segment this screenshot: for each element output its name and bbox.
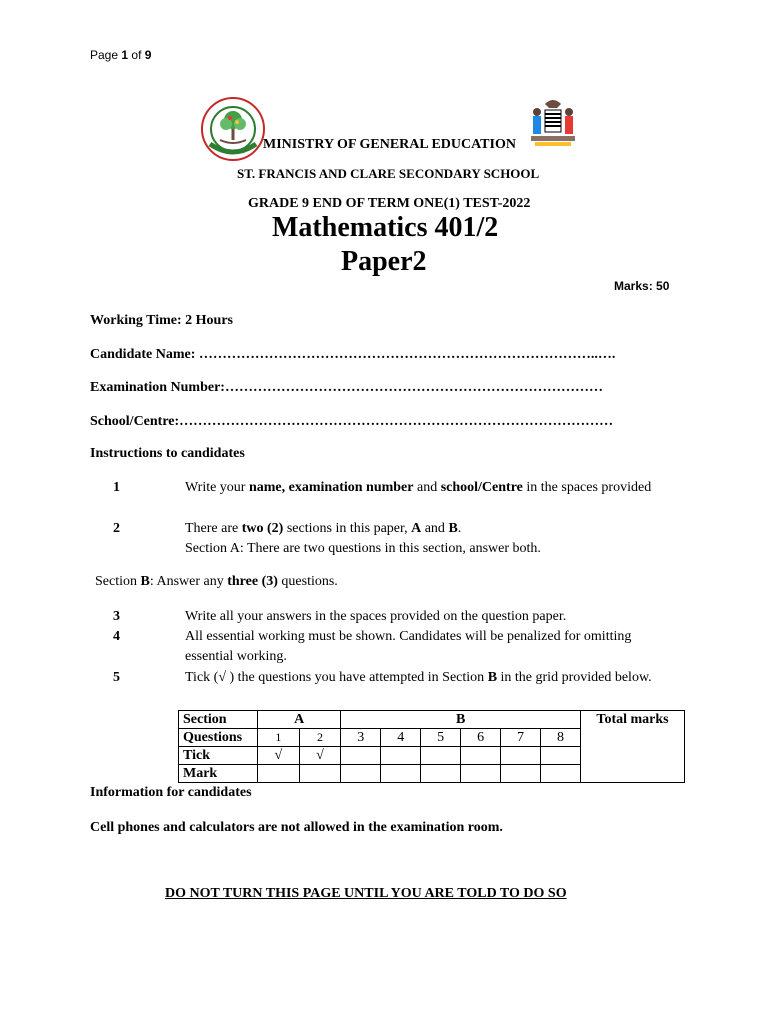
grid-tick-cell[interactable]: √: [258, 747, 300, 765]
grid-section-a: A: [258, 711, 341, 729]
grid-mark-cell[interactable]: [541, 765, 581, 783]
grid-mark-cell[interactable]: [461, 765, 501, 783]
instruction-number-4: 4: [113, 629, 120, 644]
instruction-2: There are two (2) sections in this paper, A and B.: [185, 521, 462, 536]
instruction-number-5: 5: [113, 670, 120, 685]
grid-question-cell: 8: [541, 729, 581, 747]
grid-tick-cell[interactable]: [421, 747, 461, 765]
grid-mark-cell[interactable]: [299, 765, 341, 783]
page-current: 1: [121, 48, 129, 62]
grid-mark-cell[interactable]: [258, 765, 300, 783]
grid-question-cell: 7: [501, 729, 541, 747]
page-total: 9: [144, 48, 152, 62]
grid-mark-cell[interactable]: [381, 765, 421, 783]
grid-mark-cell[interactable]: [341, 765, 381, 783]
attempted-questions-grid: [178, 710, 685, 783]
grid-tick-cell[interactable]: [541, 747, 581, 765]
working-time: Working Time: 2 Hours: [90, 313, 234, 328]
school-crest-logo: [200, 96, 266, 162]
grid-mark-cell[interactable]: [501, 765, 541, 783]
grid-questions-label: Questions: [179, 729, 258, 747]
page-of: of: [131, 48, 142, 62]
grid-tick-label: Tick: [179, 747, 258, 765]
grid-tick-cell[interactable]: √: [299, 747, 341, 765]
grid-tick-cell[interactable]: [341, 747, 381, 765]
instruction-5: Tick (√ ) the questions you have attempted in Section B in the grid provided below.: [185, 670, 652, 685]
grid-question-cell: 1: [258, 729, 300, 747]
grid-question-cell: 4: [381, 729, 421, 747]
instruction-3: Write all your answers in the spaces provided on the question paper.: [185, 609, 567, 624]
grid-question-cell: 2: [299, 729, 341, 747]
grid-tick-cell[interactable]: [381, 747, 421, 765]
information-heading: Information for candidates: [90, 785, 252, 800]
grid-section-row: [179, 711, 685, 729]
page-prefix: Page: [90, 48, 119, 62]
instruction-4: All essential working must be shown. Candidates will be penalized for omitting essential working.: [185, 629, 632, 664]
school-title: ST. FRANCIS AND CLARE SECONDARY SCHOOL: [237, 166, 540, 181]
section-b-note: Section B: Answer any three (3) questions.: [95, 574, 338, 589]
instruction-1: Write your name, examination number and school/Centre in the spaces provided: [185, 480, 652, 495]
do-not-turn-warning: DO NOT TURN THIS PAGE UNTIL YOU ARE TOLD TO DO SO: [165, 886, 567, 901]
instruction-2-section-a: Section A: There are two questions in this section, answer both.: [185, 541, 541, 556]
candidate-name-field: Candidate Name: …………………………………………………………………………..….: [90, 347, 616, 362]
instructions-heading: Instructions to candidates: [90, 446, 245, 461]
page-number: [90, 48, 151, 62]
grid-tick-cell[interactable]: [501, 747, 541, 765]
grid-tick-cell[interactable]: [461, 747, 501, 765]
grid-section-b: B: [341, 711, 581, 729]
grid-section-label: Section: [179, 711, 258, 729]
test-title: GRADE 9 END OF TERM ONE(1) TEST-2022: [248, 196, 531, 211]
instruction-number-1: 1: [113, 480, 120, 495]
instruction-number-3: 3: [113, 609, 120, 624]
school-centre-field: School/Centre:…………………………………………………………………………………: [90, 414, 614, 429]
grid-question-cell: 3: [341, 729, 381, 747]
marks-label: Marks: 50: [614, 279, 670, 293]
instruction-number-2: 2: [113, 521, 120, 536]
grid-mark-cell[interactable]: [421, 765, 461, 783]
grid-question-cell: 5: [421, 729, 461, 747]
paper-title: Paper2: [341, 246, 427, 277]
grid-total-marks: Total marks: [581, 711, 685, 783]
grid-question-cell: 6: [461, 729, 501, 747]
coat-of-arms-logo: [525, 96, 581, 152]
information-text: Cell phones and calculators are not allowed in the examination room.: [90, 820, 503, 835]
ministry-title: MINISTRY OF GENERAL EDUCATION: [263, 137, 516, 152]
grid-mark-label: Mark: [179, 765, 258, 783]
subject-title: Mathematics 401/2: [272, 212, 499, 243]
examination-number-field: Examination Number:………………………………………………………………………: [90, 380, 603, 395]
